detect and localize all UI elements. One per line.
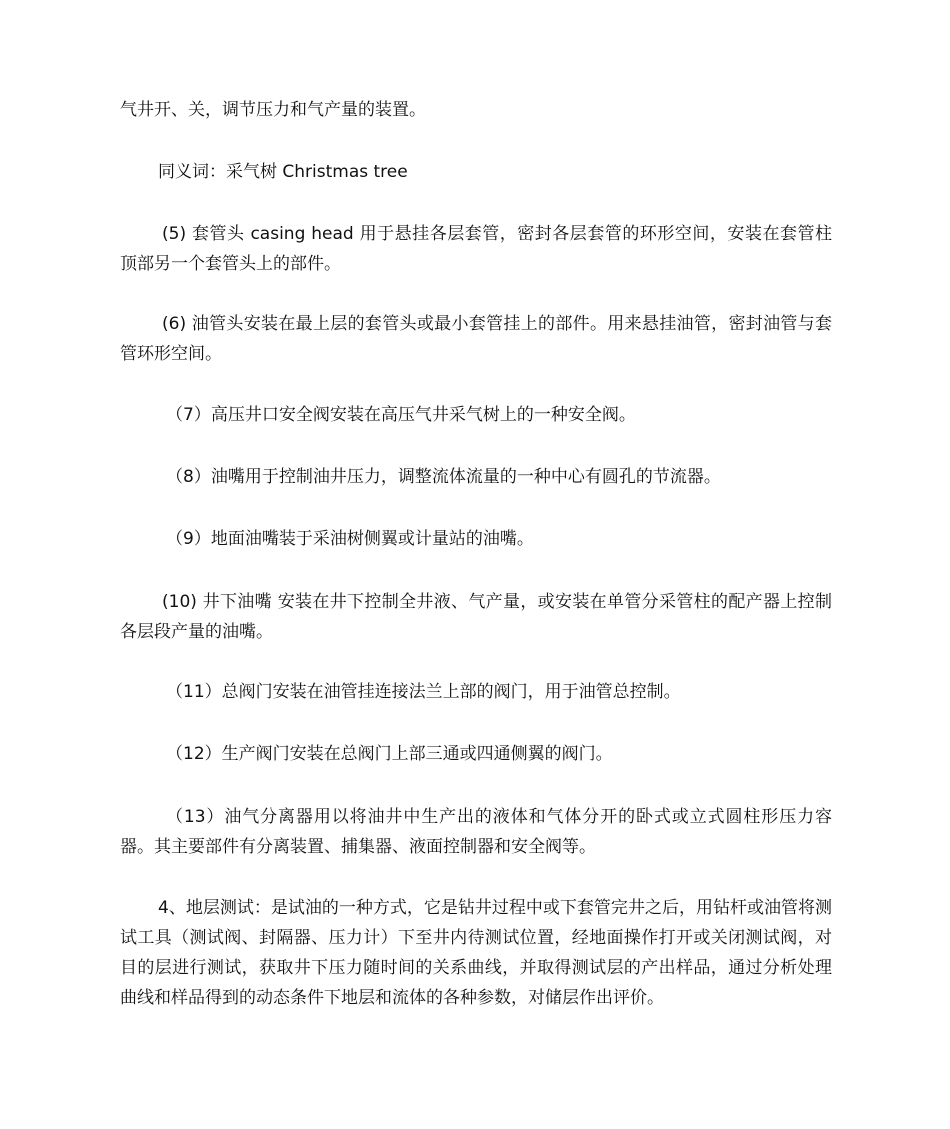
paragraph-production-valve: （12）生产阀门安装在总阀门上部三通或四通侧翼的阀门。 [166,744,613,764]
paragraph-tubing-head: (6) 油管头安装在最上层的套管头或最小套管挂上的部件。用来悬挂油管，密封油管与套管环形空间。 [120,314,832,364]
paragraph-downhole-choke: (10) 井下油嘴 安装在井下控制全井液、气产量，或安装在单管分采管柱的配产器上控制各层段产量的油嘴。 [120,592,832,642]
paragraph-surface-choke: （9）地面油嘴装于采油树侧翼或计量站的油嘴。 [166,529,534,549]
paragraph-separator: （13）油气分离器用以将油井中生产出的液体和气体分开的卧式或立式圆柱形压力容器。其主要部件有分离装置、捕集器、液面控制器和安全阀等。 [120,807,832,857]
paragraph-master-valve: （11）总阀门安装在油管挂连接法兰上部的阀门，用于油管总控制。 [166,682,681,702]
paragraph-casing-head: (5) 套管头 casing head 用于悬挂各层套管，密封各层套管的环形空间，安装在套管柱顶部另一个套管头上的部件。 [120,224,832,274]
paragraph-choke: （8）油嘴用于控制油井压力，调整流体流量的一种中心有圆孔的节流器。 [166,467,721,487]
paragraph-safety-valve: （7）高压井口安全阀安装在高压气井采气树上的一种安全阀。 [166,405,636,425]
paragraph-synonym: 同义词：采气树 Christmas tree [158,162,408,182]
paragraph-gas-well-device: 气井开、关，调节压力和气产量的装置。 [120,100,426,120]
paragraph-formation-test: 4、地层测试：是试油的一种方式，它是钻井过程中或下套管完井之后，用钻杆或油管将测试工具（测试阀、封隔器、压力计）下至井内待测试位置，经地面操作打开或关闭测试阀，对目的层进行测试，获取井下压力随时间的关系曲线，并取得测试层的产出样品，通过分析处理曲线和样品得到的动态条件下地层和流体的各种参数，对储层作出评价。 [120,898,832,1008]
